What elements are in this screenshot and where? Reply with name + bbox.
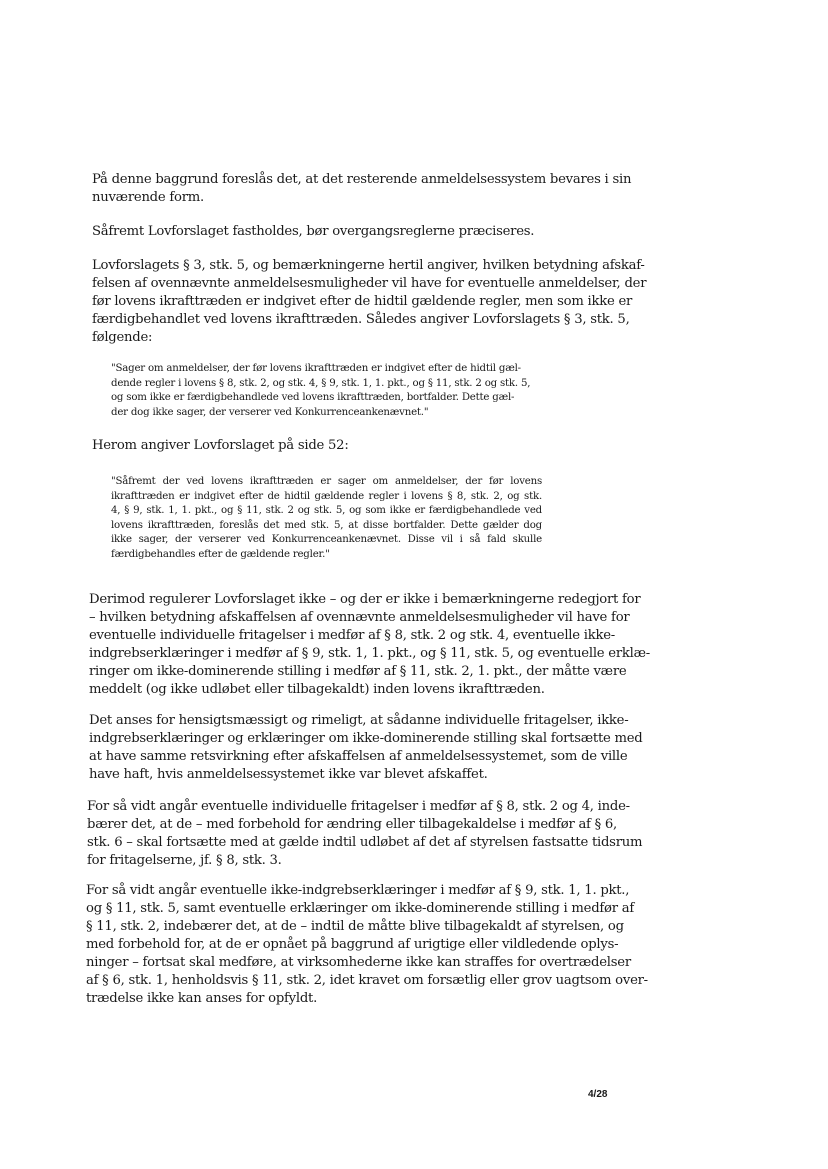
text-line: indgrebserklæringer og erklæringer om ikke-dominerende stilling skal fortsætte med: [89, 731, 643, 746]
text-line: For så vidt angår eventuelle individuelle fritagelser i medfør af § 8, stk. 2 og 4, inde-: [87, 799, 630, 814]
paragraph-1: [92, 171, 631, 207]
quote-line: lovens ikrafttræden, foreslås det med stk. 5, at disse bortfalder. Dette gælder dog: [111, 519, 542, 531]
paragraph-5: [89, 591, 650, 699]
quote-line: og som ikke er færdigbehandlede ved lovens ikrafttræden, bortfalder. Dette gæl-: [111, 392, 515, 404]
quote-line: ikke sager, der verserer ved Konkurrenceankenævnet. Disse vil i så fald skulle: [111, 534, 542, 546]
text-line: På denne baggrund foreslås det, at det resterende anmeldelsessystem bevares i sin: [92, 172, 632, 187]
text-line: felsen af ovennævnte anmeldelsesmuligheder vil have for eventuelle anmeldelser, der: [92, 276, 647, 291]
text-line: indgrebserklæringer i medfør af § 9, stk. 1, 1. pkt., og § 11, stk. 5, og eventuelle erklæ-: [89, 646, 650, 661]
text-line: stk. 6 – skal fortsætte med at gælde indtil udløbet af det af styrelsen fastsatte tidsrum: [87, 835, 643, 850]
text-line: trædelse ikke kan anses for opfyldt.: [86, 991, 318, 1006]
text-line: For så vidt angår eventuelle ikke-indgrebserklæringer i medfør af § 9, stk. 1, 1. pkt.,: [86, 883, 630, 898]
quote-line: "Såfremt der ved lovens ikrafttræden er sager om anmeldelser, der før lovens: [111, 476, 542, 487]
quote-line: der dog ikke sager, der verserer ved Konkurrenceankenævnet.": [111, 406, 429, 418]
paragraph-7: [87, 798, 642, 870]
paragraph-8: [86, 882, 648, 1008]
text-line: og § 11, stk. 5, samt eventuelle erklæringer om ikke-dominerende stilling i medfør af: [86, 901, 634, 916]
text-line: bærer det, at de – med forbehold for ændring eller tilbagekaldelse i medfør af § 6,: [87, 817, 617, 832]
text-line: af § 6, stk. 1, henholdsvis § 11, stk. 2, idet kravet om forsætlig eller grov uagtsom over-: [86, 973, 648, 988]
text-line: – hvilken betydning afskaffelsen af ovennævnte anmeldelsesmuligheder vil have for: [89, 610, 630, 625]
paragraph-6: [89, 712, 643, 784]
text-line: meddelt (og ikke udløbet eller tilbagekaldt) inden lovens ikrafttræden.: [89, 682, 545, 697]
paragraph-3: [92, 257, 646, 347]
text-line: nuværende form.: [92, 190, 204, 205]
text-line: for fritagelserne, jf. § 8, stk. 3.: [87, 853, 282, 868]
text-line: Det anses for hensigtsmæssigt og rimeligt, at sådanne individuelle fritagelser, ikke-: [89, 713, 629, 728]
text-line: ninger – fortsat skal medføre, at virksomhederne ikke kan straffes for overtrædelser: [86, 955, 631, 970]
quote-line: ikrafttræden er indgivet efter de hidtil gældende regler i lovens § 8, stk. 2, og stk.: [111, 490, 542, 502]
block-quote-1: [111, 362, 530, 420]
text-line: ringer om ikke-dominerende stilling i medfør af § 11, stk. 2, 1. pkt., der måtte være: [89, 664, 627, 679]
block-quote-2: [111, 475, 542, 563]
page-number: 4/28: [588, 1089, 608, 1100]
text-line: følgende:: [92, 330, 153, 345]
text-line: eventuelle individuelle fritagelser i medfør af § 8, stk. 2 og stk. 4, eventuelle ikke-: [89, 628, 615, 643]
text-line: færdigbehandlet ved lovens ikrafttræden. Således angiver Lovforslagets § 3, stk. 5,: [92, 312, 630, 327]
text-line: Såfremt Lovforslaget fastholdes, bør overgangsreglerne præciseres.: [92, 224, 535, 239]
quote-line: 4, § 9, stk. 1, 1. pkt., og § 11, stk. 2 og stk. 5, og som ikke er færdigbehandlede ved: [111, 505, 542, 517]
quote-line: "Sager om anmeldelser, der før lovens ikrafttræden er indgivet efter de hidtil gæl-: [111, 363, 521, 374]
quote-line: færdigbehandles efter de gældende regler.": [111, 548, 330, 560]
text-line: Herom angiver Lovforslaget på side 52:: [92, 438, 349, 453]
text-line: have haft, hvis anmeldelsessystemet ikke var blevet afskaffet.: [89, 767, 488, 782]
text-line: før lovens ikrafttræden er indgivet efter de hidtil gældende regler, men som ikke er: [92, 294, 633, 309]
text-line: Lovforslagets § 3, stk. 5, og bemærkningerne hertil angiver, hvilken betydning afskaf-: [92, 258, 645, 273]
paragraph-2: [92, 223, 534, 241]
text-line: med forbehold for, at de er opnået på baggrund af urigtige eller vildledende oplys-: [86, 937, 619, 952]
paragraph-4: [92, 437, 349, 455]
quote-line: dende regler i lovens § 8, stk. 2, og stk. 4, § 9, stk. 1, 1. pkt., og § 11, stk. 2 og stk. 5,: [111, 377, 531, 389]
text-line: Derimod regulerer Lovforslaget ikke – og der er ikke i bemærkningerne redegjort for: [89, 592, 641, 607]
text-line: at have samme retsvirkning efter afskaffelsen af anmeldelsessystemet, som de ville: [89, 749, 628, 764]
text-line: § 11, stk. 2, indebærer det, at de – indtil de måtte blive tilbagekaldt af styrelsen, og: [86, 919, 624, 934]
